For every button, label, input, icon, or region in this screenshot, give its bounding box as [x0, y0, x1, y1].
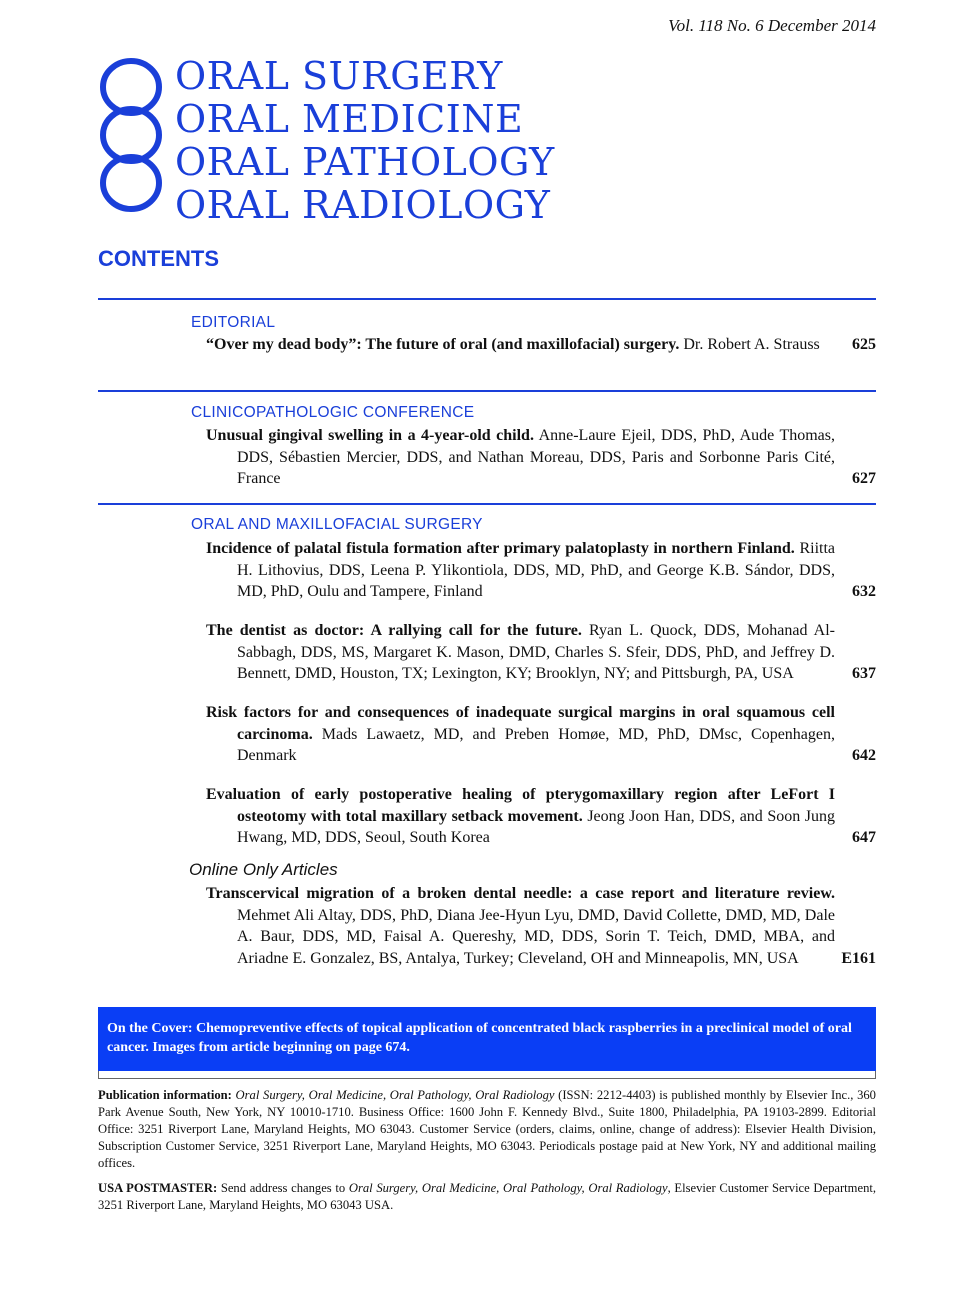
- article-authors: Riitta H. Lithovius, DDS, Leena P. Ylikontiola, DDS, MD, PhD, and George K.B. Sándor, DDS, MD, PhD, Oulu and Tampere, Finland: [237, 540, 836, 600]
- divider: [98, 1078, 876, 1079]
- journal-logo-icon: [98, 55, 168, 225]
- issue-info: Vol. 118 No. 6 December 2014: [668, 16, 876, 35]
- divider: [98, 298, 876, 300]
- page-number[interactable]: 642: [852, 747, 876, 764]
- article-title[interactable]: “Over my dead body”: The future of oral (and maxillofacial) surgery.: [206, 336, 680, 353]
- journal-title-line: ORAL RADIOLOGY: [175, 183, 551, 227]
- journal-titles: [175, 55, 555, 227]
- toc-entry[interactable]: [206, 883, 876, 969]
- journal-name: Oral Surgery, Oral Medicine, Oral Pathology, Oral Radiology: [235, 1088, 555, 1102]
- article-title[interactable]: Incidence of palatal fistula formation after primary palatoplasty in northern Finland.: [206, 540, 795, 557]
- postmaster-info: [98, 1180, 876, 1214]
- toc-entry[interactable]: [206, 538, 876, 603]
- toc-entry[interactable]: [206, 784, 876, 849]
- toc-entry[interactable]: [206, 702, 876, 767]
- article-authors: Ryan L. Quock, DDS, Mohanad Al-Sabbagh, DDS, MS, Margaret K. Mason, DMD, Charles S. Sfeir, DDS, PhD, and Jeffrey D. Bennett, DMD, Houston, TX; Lexington, KY; Brooklyn, NY; and Pittsburgh, PA, USA: [237, 622, 835, 682]
- postmaster-label: USA POSTMASTER:: [98, 1181, 218, 1195]
- article-authors: Mehmet Ali Altay, DDS, PhD, Diana Jee-Hyun Lyu, DMD, David Collette, DMD, MD, Dale A. Baur, DDS, MD, Faisal A. Quereshy, MD, DDS, Sorin T. Teich, DMD, MBA, and Ariadne E. Gonzalez, BS, Antalya, Turkey; Cleveland, OH and Minneapolis, MN, USA: [237, 906, 835, 967]
- contents-heading: CONTENTS: [98, 246, 219, 271]
- article-authors: Mads Lawaetz, MD, and Preben Homøe, MD, PhD, DMsc, Copenhagen, Denmark: [237, 725, 836, 764]
- cover-note: On the Cover: Chemopreventive effects of topical application of concentrated black raspberries in a preclinical model of oral cancer. Images from article beginning on page 674.: [98, 1007, 876, 1071]
- page-number[interactable]: 647: [852, 829, 876, 846]
- article-title[interactable]: Unusual gingival swelling in a 4-year-old child.: [206, 427, 534, 444]
- publication-info-text: (ISSN: 2212-4403) is published monthly by Elsevier Inc., 360 Park Avenue South, New York, NY 10010-1710. Business Office: 1600 John F. Kennedy Blvd., Suite 1800, Philadelphia, PA 19103-2899. Editorial Office: 3251 Riverport Lane, Maryland Heights, MO 63043. Customer Service (orders, claims, online, change of address): Elsevier Health Division, Subscription Customer Service, 3251 Riverport Lane, Maryland Heights, MO 63043. Periodicals postage paid at New York, NY and additional mailing offices.: [98, 1088, 876, 1170]
- postmaster-text: , Elsevier Customer Service Department, 3251 Riverport Lane, Maryland Heights, MO 63043 USA.: [98, 1181, 877, 1212]
- toc-entry[interactable]: [206, 620, 876, 685]
- article-title[interactable]: Risk factors for and consequences of inadequate surgical margins in oral squamous cell carcinoma.: [206, 704, 835, 743]
- publication-info: [98, 1087, 876, 1172]
- divider: [98, 503, 876, 505]
- article-authors: Anne-Laure Ejeil, DDS, PhD, Aude Thomas, DDS, Sébastien Mercier, DDS, and Nathan Moreau, DDS, Paris and Sorbonne Paris Cité, France: [237, 427, 835, 487]
- article-title[interactable]: Transcervical migration of a broken dental needle: a case report and literature review.: [206, 885, 835, 902]
- article-title[interactable]: The dentist as doctor: A rallying call for the future.: [206, 622, 582, 639]
- page-number[interactable]: 625: [852, 336, 876, 353]
- toc-entry[interactable]: [206, 334, 876, 356]
- section-heading-online: Online Only Articles: [189, 860, 338, 879]
- journal-name: Oral Surgery, Oral Medicine, Oral Pathology, Oral Radiology: [348, 1181, 668, 1195]
- article-authors: Dr. Robert A. Strauss: [683, 336, 820, 353]
- article-title[interactable]: Evaluation of early postoperative healing of pterygomaxillary region after LeFort I osteotomy with total maxillary setback movement.: [206, 786, 835, 825]
- divider: [98, 390, 876, 392]
- page-number[interactable]: 637: [852, 665, 876, 682]
- article-authors: Jeong Joon Han, DDS, and Soon Jung Hwang, MD, DDS, Seoul, South Korea: [237, 807, 836, 846]
- page-number[interactable]: E161: [841, 949, 876, 967]
- toc-entry[interactable]: [206, 425, 876, 490]
- publication-info-label: Publication information:: [98, 1088, 232, 1102]
- section-heading-editorial: EDITORIAL: [191, 314, 276, 331]
- section-heading-oms: ORAL AND MAXILLOFACIAL SURGERY: [191, 516, 483, 533]
- postmaster-text: Send address changes to: [220, 1181, 346, 1195]
- page-number[interactable]: 627: [852, 470, 876, 487]
- journal-title-line: ORAL SURGERY: [175, 54, 503, 98]
- section-heading-cpc: CLINICOPATHOLOGIC CONFERENCE: [191, 404, 475, 421]
- journal-title-line: ORAL MEDICINE: [175, 97, 524, 141]
- page-number[interactable]: 632: [852, 583, 876, 600]
- journal-title-line: ORAL PATHOLOGY: [175, 140, 555, 184]
